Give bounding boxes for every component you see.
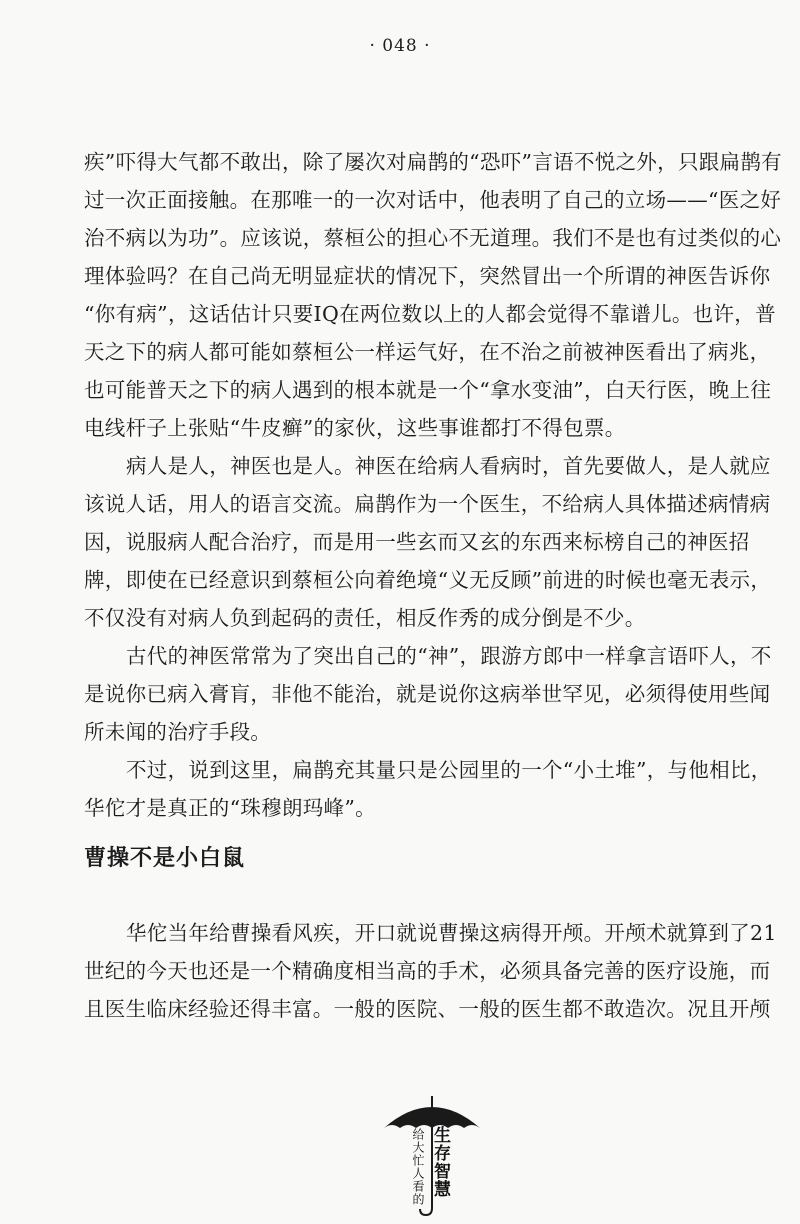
paragraph — [84, 914, 777, 1028]
text-line: 疾”吓得大气都不敢出，除了屡次对扁鹊的“恐吓”言语不悦之外，只跟扁鹊有 — [84, 150, 782, 174]
paragraph — [84, 751, 772, 827]
text-line: 该说人话，用人的语言交流。扁鹊作为一个医生，不给病人具体描述病情病 — [84, 492, 771, 516]
text-line: 所未闻的治疗手段。 — [84, 720, 272, 744]
text-line: 华佗才是真正的“珠穆朗玛峰”。 — [84, 796, 376, 820]
page-number: · 048 · — [369, 36, 431, 56]
text-line: 牌，即使在已经意识到蔡桓公向着绝境“义无反顾”前进的时候也毫无表示， — [84, 568, 772, 592]
text-line: 华佗当年给曹操看风疾，开口就说曹操这病得开颅。开颅术就算到了21 — [126, 921, 777, 945]
paragraph — [84, 447, 772, 637]
text-line: 理体验吗？在自己尚无明显症状的情况下，突然冒出一个所谓的神医告诉你 — [84, 264, 771, 288]
text-line: 病人是人，神医也是人。神医在给病人看病时，首先要做人，是人就应 — [126, 454, 771, 478]
body-text-section-1 — [84, 143, 782, 827]
text-line: 不过，说到这里，扁鹊充其量只是公园里的一个“小土堆”，与他相比， — [126, 758, 772, 782]
text-line: 是说你已病入膏肓，非他不能治，就是说你这病举世罕见，必须得使用些闻 — [84, 682, 771, 706]
section-heading: 曹操不是小白鼠 — [84, 846, 246, 871]
text-line: 不仅没有对病人负到起码的责任，相反作秀的成分倒是不少。 — [84, 606, 646, 630]
text-line: 因，说服病人配合治疗，而是用一些玄而又玄的东西来标榜自己的神医招 — [84, 530, 750, 554]
paragraph — [84, 637, 772, 751]
paragraph — [84, 143, 782, 447]
text-line: “你有病”，这话估计只要IQ在两位数以上的人都会觉得不靠谱儿。也许，普 — [84, 302, 776, 326]
text-line: 天之下的病人都可能如蔡桓公一样运气好，在不治之前被神医看出了病兆， — [84, 340, 771, 364]
text-line: 且医生临床经验还得丰富。一般的医院、一般的医生都不敢造次。况且开颅 — [84, 997, 771, 1021]
series-title: 生存智慧 — [430, 1126, 450, 1198]
text-line: 世纪的今天也还是一个精确度相当高的手术，必须具备完善的医疗设施，而 — [84, 959, 771, 983]
text-line: 古代的神医常常为了突出自己的“神”，跟游方郎中一样拿言语吓人，不 — [126, 644, 772, 668]
text-line: 也可能普天之下的病人遇到的根本就是一个“拿水变油”，白天行医，晚上往 — [84, 378, 772, 402]
text-line: 过一次正面接触。在那唯一的一次对话中，他表明了自己的立场——“医之好 — [84, 188, 782, 212]
body-text-section-2 — [84, 914, 777, 1028]
series-logo — [382, 1088, 482, 1218]
text-line: 电线杆子上张贴“牛皮癣”的家伙，这些事谁都打不得包票。 — [84, 416, 626, 440]
series-subtitle: 给大忙人看的 — [411, 1128, 425, 1206]
text-line: 治不病以为功”。应该说，蔡桓公的担心不无道理。我们不是也有过类似的心 — [84, 226, 782, 250]
